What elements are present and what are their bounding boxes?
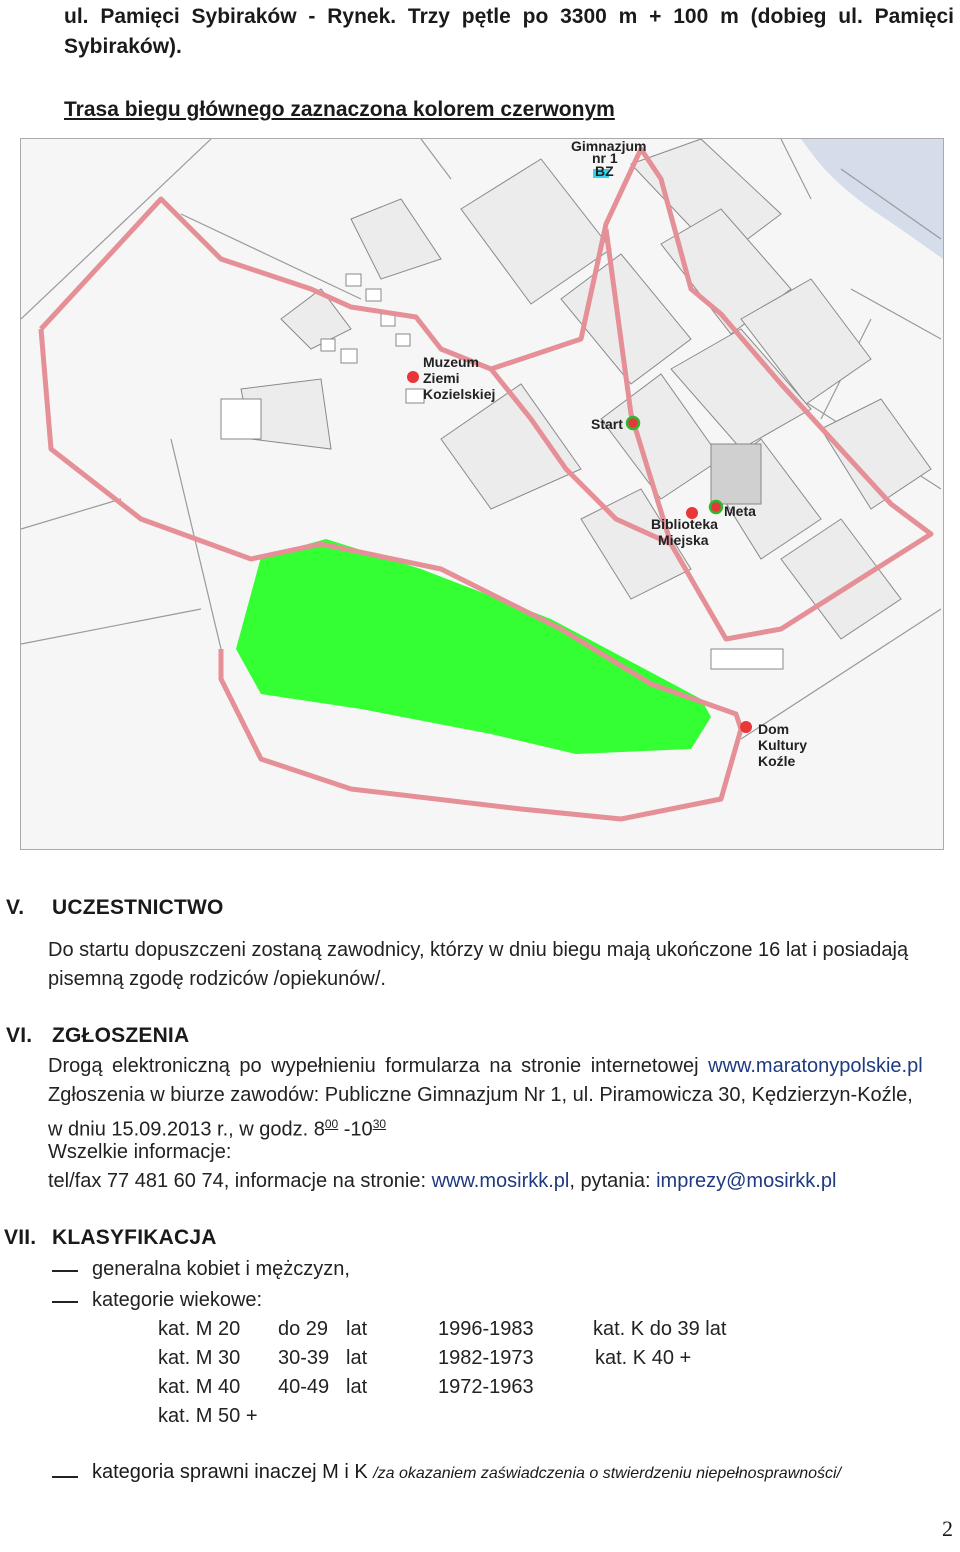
route-map-svg	[21, 139, 943, 849]
section7-number: VII.	[4, 1226, 37, 1249]
section5-text: Do startu dopuszczeni zostaną zawodnicy, którzy w dniu biegu mają ukończone 16 lat i posiadają pisemną zgodę rodziców /opiekunów/.	[48, 939, 909, 990]
section6-line3-sup2: 30	[372, 1117, 387, 1131]
cat-k-0: kat. K do 39 lat	[593, 1318, 727, 1340]
cat-lat-1: lat	[346, 1347, 368, 1369]
cat-lat-2: lat	[346, 1376, 368, 1398]
page-number: 2	[942, 1516, 953, 1541]
section5-number: V.	[6, 896, 25, 919]
bz-label: BZ	[595, 163, 614, 179]
cat-m-1: kat. M 30	[158, 1347, 241, 1369]
section6-title: ZGŁOSZENIA	[52, 1024, 190, 1047]
cat-k-1: kat. K 40 +	[595, 1347, 692, 1369]
cat-m-2: kat. M 40	[158, 1376, 241, 1398]
list-dash	[52, 1301, 78, 1303]
cat-m-0: kat. M 20	[158, 1318, 241, 1340]
section6-line3-sup1: 00	[324, 1117, 339, 1131]
section6-line1-text: Drogą elektroniczną po wypełnieniu formularza na stronie internetowej	[48, 1055, 699, 1077]
list-dash	[52, 1270, 78, 1272]
culture-house-label-2: Kultury	[758, 737, 807, 753]
section6-number: VI.	[6, 1024, 33, 1047]
classification-item-general: generalna kobiet i mężczyzn,	[92, 1258, 350, 1280]
cat-lat-0: lat	[346, 1318, 368, 1340]
meta-marker	[710, 501, 722, 513]
section6-line1	[48, 1052, 958, 1081]
section6-line3-pre: w dniu 15.09.2013 r., w godz. 8	[48, 1118, 325, 1141]
section6-line3-mid: -10	[338, 1118, 373, 1141]
start-marker	[627, 417, 639, 429]
gimnazjum-label: Gimnazjum	[571, 139, 647, 154]
mosirkk-link[interactable]: www.mosirkk.pl	[431, 1170, 570, 1192]
section5-title: UCZESTNICTWO	[52, 896, 224, 919]
culture-house-label-3: Koźle	[758, 753, 796, 769]
start-label: Start	[591, 416, 623, 432]
section6-line5-mid: , pytania:	[569, 1170, 657, 1192]
cat-years-2: 1972-1963	[438, 1376, 534, 1398]
disabled-category-note: /za okazaniem zaświadczenia o stwierdzeniu niepełnosprawności/	[373, 1465, 842, 1482]
maratonypolskie-link[interactable]: www.maratonypolskie.pl	[708, 1055, 923, 1077]
cat-years-1: 1982-1973	[438, 1347, 534, 1369]
library-label-1: Biblioteka	[651, 516, 718, 532]
museum-label-3: Kozielskiej	[423, 386, 496, 402]
culture-house-label-1: Dom	[758, 721, 790, 737]
museum-label-2: Ziemi	[423, 370, 460, 386]
route-title: Trasa biegu głównego zaznaczona kolorem czerwonym	[64, 98, 615, 121]
list-dash	[52, 1476, 78, 1478]
meta-label: Meta	[724, 503, 756, 519]
cat-m-3: kat. M 50 +	[158, 1405, 258, 1427]
cat-years-0: 1996-1983	[438, 1318, 534, 1340]
route-map	[20, 138, 944, 850]
cat-age-0: do 29	[278, 1318, 329, 1340]
museum-label-1: Muzeum	[423, 354, 479, 370]
section7-title: KLASYFIKACJA	[52, 1226, 217, 1249]
intro-text: ul. Pamięci Sybiraków - Rynek. Trzy pętle po 3300 m + 100 m (dobieg ul. Pamięci Sybiraków).	[64, 5, 954, 58]
section6-line2: Zgłoszenia w biurze zawodów: Publiczne Gimnazjum Nr 1, ul. Piramowicza 30, Kędzierzyn-Koźle,	[48, 1084, 913, 1106]
river	[801, 139, 943, 259]
disabled-category-label: kategoria sprawni inaczej M i K	[92, 1461, 374, 1483]
section6-line4: Wszelkie informacje:	[48, 1141, 232, 1163]
classification-item-disabled	[92, 1461, 841, 1484]
museum-marker	[407, 371, 419, 383]
section6-line5	[48, 1167, 836, 1196]
nr1-label: nr 1	[592, 150, 618, 166]
cat-age-2: 40-49	[278, 1376, 330, 1398]
classification-item-age: kategorie wiekowe:	[92, 1289, 263, 1311]
cat-age-1: 30-39	[278, 1347, 330, 1369]
culture-house-marker	[740, 721, 752, 733]
library-label-2: Miejska	[658, 532, 709, 548]
section6-line5-pre: tel/fax 77 481 60 74, informacje na stronie:	[48, 1170, 432, 1192]
email-link[interactable]: imprezy@mosirkk.pl	[656, 1170, 837, 1192]
